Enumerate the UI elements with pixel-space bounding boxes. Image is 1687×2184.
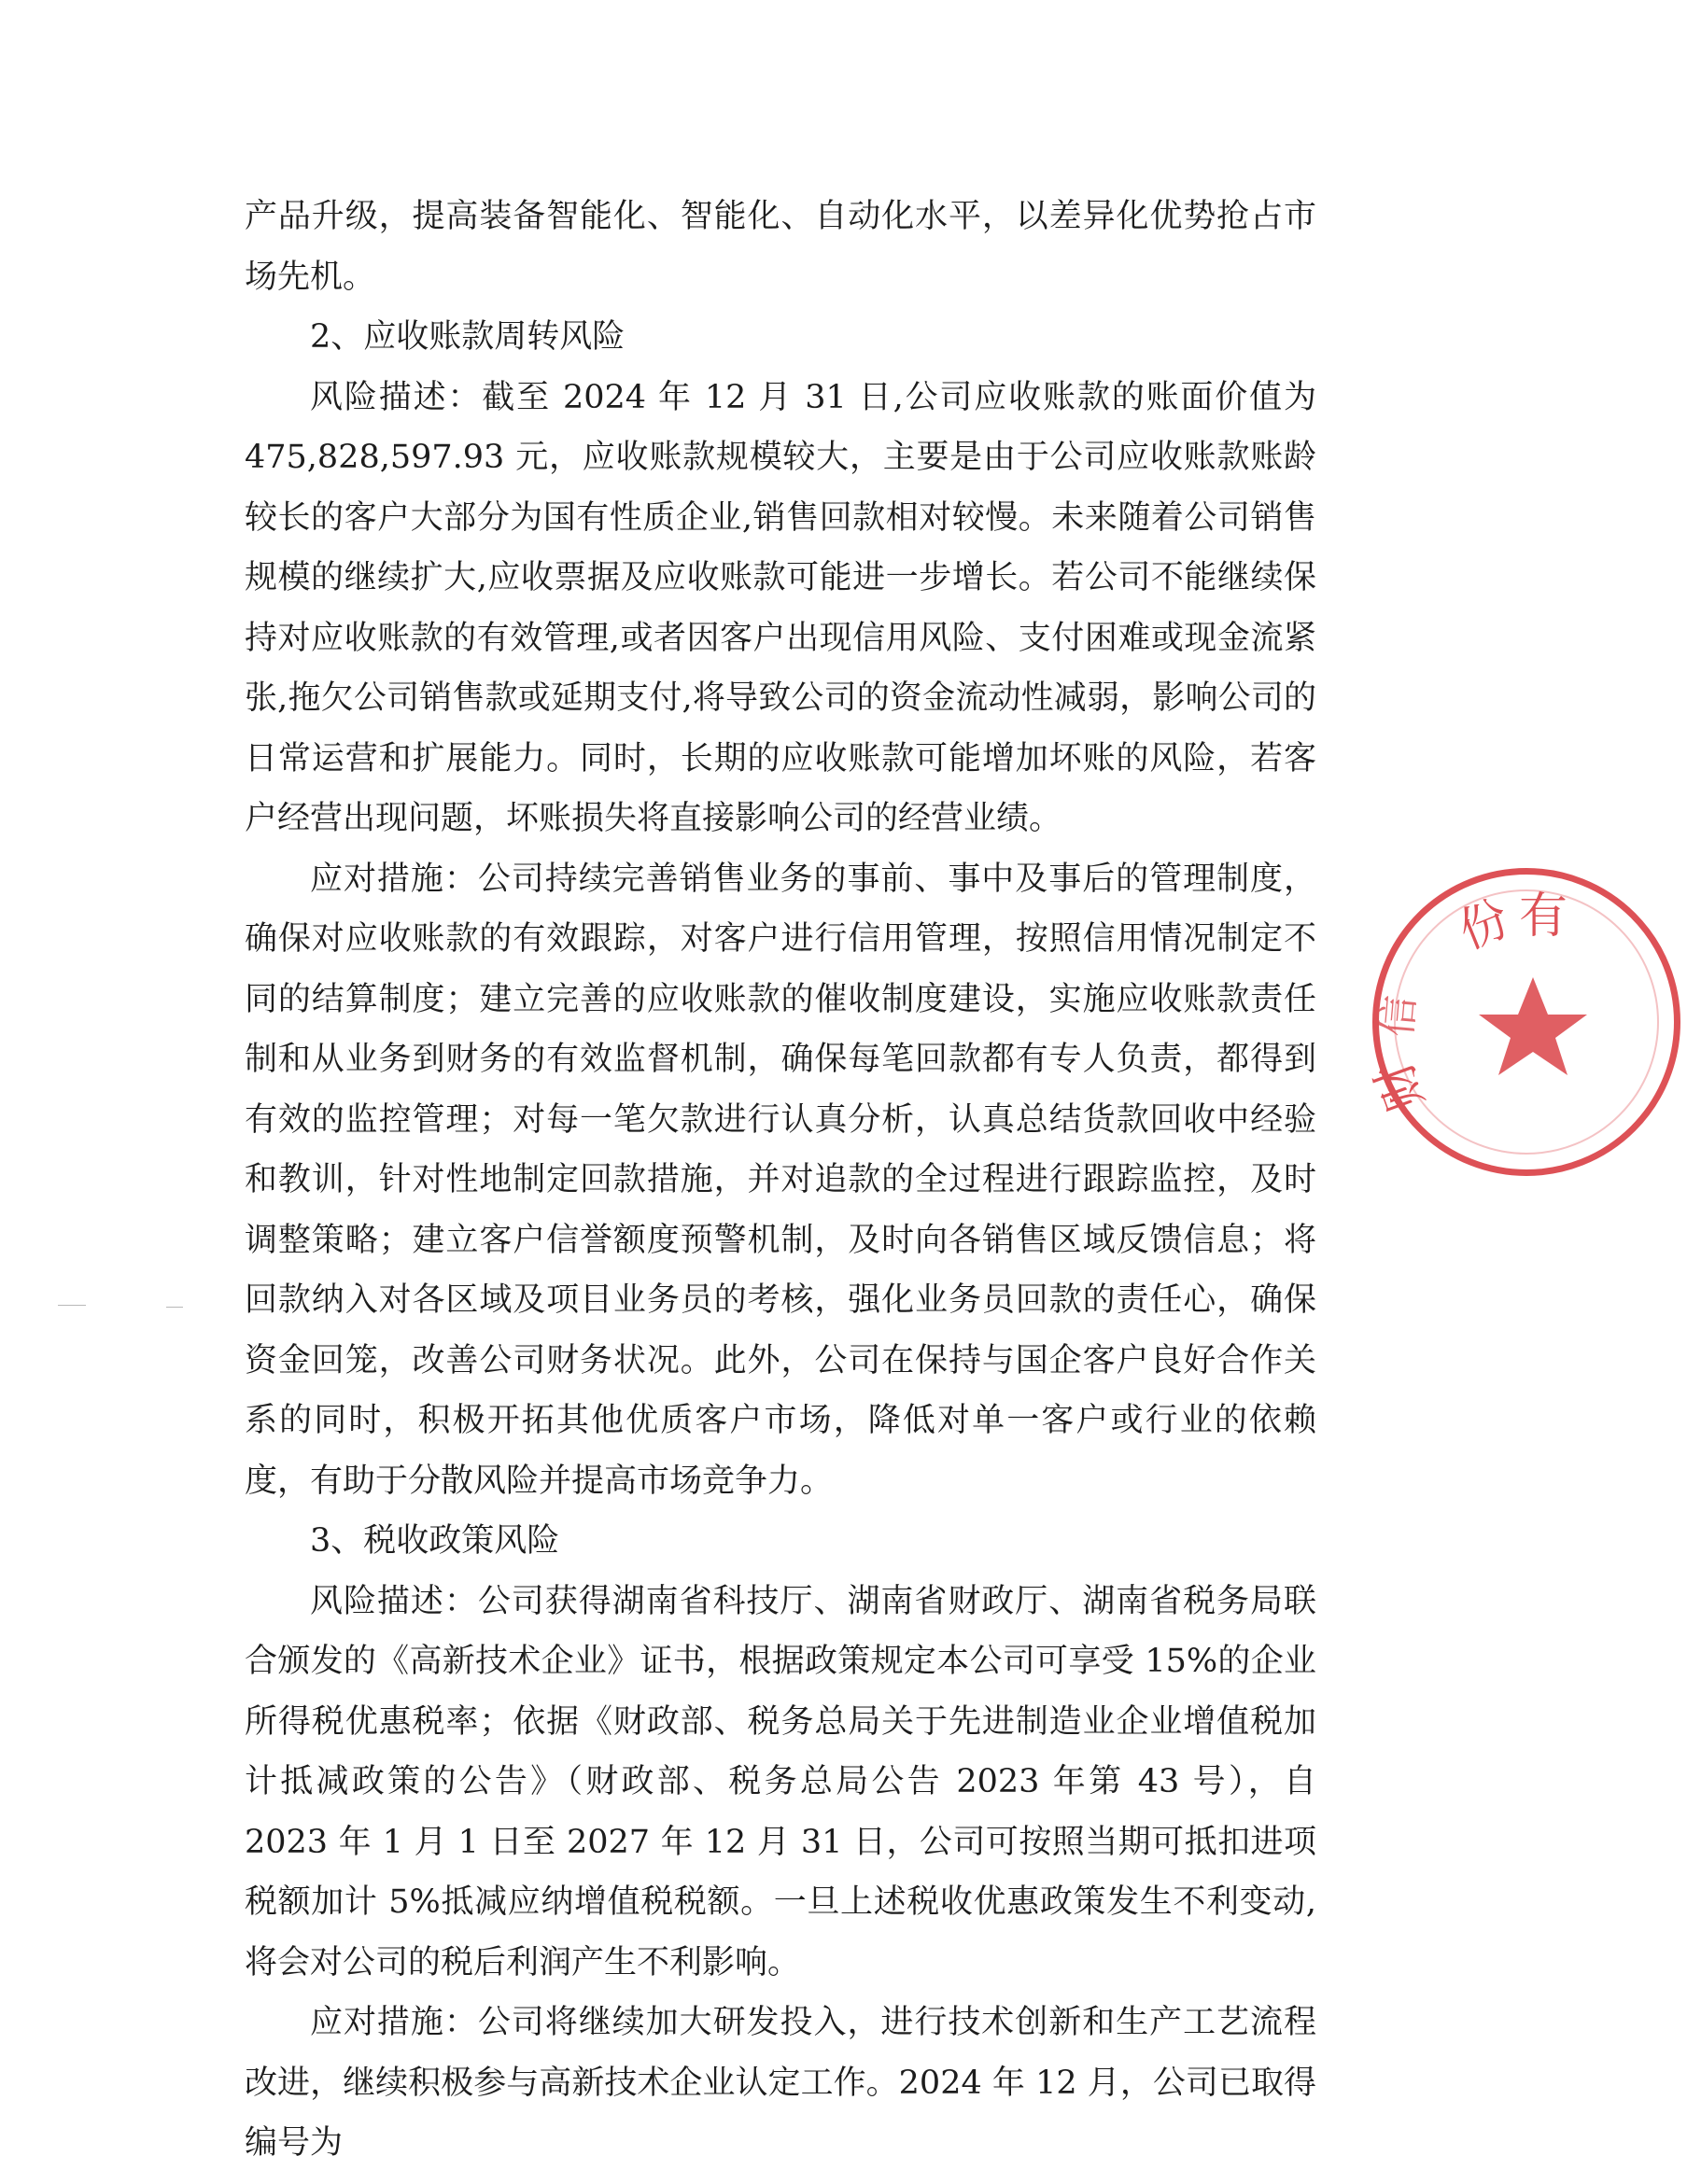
scan-mark — [58, 1305, 86, 1306]
section-heading-receivables-risk: 2、应收账款周转风险 — [310, 318, 626, 356]
section-heading-tax-policy-risk: 3、税收政策风险 — [310, 1522, 560, 1560]
seal-char: 份 — [1451, 889, 1518, 961]
seal-char: 有 — [1519, 889, 1568, 945]
seal-char: 财 — [1366, 1053, 1436, 1119]
scan-mark — [166, 1307, 183, 1308]
seal-char: 信 — [1373, 993, 1425, 1039]
paragraph-receivables-risk-description: 风险描述：截至 2024 年 12 月 31 日,公司应收账款的账面价值为475,828,597.93 元，应收账款规模较大，主要是由于公司应收账款账龄较长的客户大部分为国有性质企业,销售回款相对较慢。未来随着公司销售规模的继续扩大,应收票据及应收账款可能进一步增长。若公司不能继续保持对应收账款的有效管理,或者因客户出现信用风险、支付困难或现金流紧张,拖欠公司销售款或延期支付,将导致公司的资金流动性减弱，影响公司的日常运营和扩展能力。同时，长期的应收账款可能增加坏账的风险，若客户经营出现问题，坏账损失将直接影响公司的经营业绩。 — [245, 378, 1316, 837]
paragraph-tax-risk-description: 风险描述：公司获得湖南省科技厅、湖南省财政厅、湖南省税务局联合颁发的《高新技术企业》证书，根据政策规定本公司可享受 15%的企业所得税优惠税率；依据《财政部、税务总局关于先进制造业企业增值税加计抵减政策的公告》（财政部、税务总局公告 2023 年第 43 号），自 2023 年 1 月 1 日至 2027 年 12 月 31 日，公司可按照当期可抵扣进项税额加计 5%抵减应纳增值税税额。一旦上述税收优惠政策发生不利变动,将会对公司的税后利润产生不利影响。 — [245, 1582, 1316, 1981]
paragraph-receivables-countermeasures: 应对措施：公司持续完善销售业务的事前、事中及事后的管理制度，确保对应收账款的有效跟踪，对客户进行信用管理，按照信用情况制定不同的结算制度；建立完善的应收账款的催收制度建设，实施应收账款责任制和从业务到财务的有效监督机制，确保每笔回款都有专人负责，都得到有效的监控管理；对每一笔欠款进行认真分析，认真总结货款回收中经验和教训，针对性地制定回款措施，并对追款的全过程进行跟踪监控，及时调整策略；建立客户信誉额度预警机制，及时向各销售区域反馈信息；将回款纳入对各区域及项目业务员的考核，强化业务员回款的责任心，确保资金回笼，改善公司财务状况。此外，公司在保持与国企客户良好合作关系的同时，积极开拓其他优质客户市场，降低对单一客户或行业的依赖度，有助于分散风险并提高市场竞争力。 — [245, 860, 1316, 1500]
seal-star-icon — [1366, 875, 1687, 1183]
paragraph-tax-countermeasures: 应对措施：公司将继续加大研发投入，进行技术创新和生产工艺流程改进，继续积极参与高新技术企业认定工作。2024 年 12 月，公司已取得编号为 — [245, 2004, 1316, 2162]
paragraph-continuation: 产品升级，提高装备智能化、智能化、自动化水平，以差异化优势抢占市场先机。 — [245, 198, 1316, 296]
document-body — [245, 187, 1316, 2174]
company-seal-stamp — [1366, 868, 1680, 1176]
